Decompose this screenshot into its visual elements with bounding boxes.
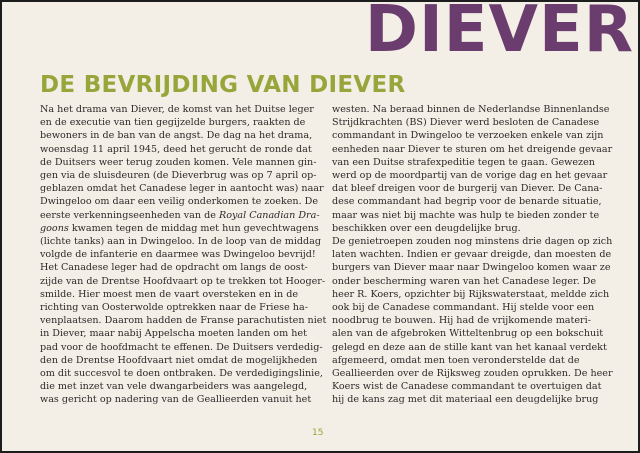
text-column-right: [332, 103, 613, 407]
text-line: gen via de sluisdeuren (de Dieverbrug was op 7 april op-: [40, 170, 317, 182]
text-line: pad voor de hoofdmacht te effenen. De Duitsers verdedig-: [40, 341, 323, 353]
text-line: alen van de afgebroken Witteltenbrug op een bokschuit: [332, 328, 604, 340]
text-line: die met inzet van vele dwangarbeiders was aangelegd,: [40, 381, 308, 393]
text-line: noodbrug te bouwen. Hij had de vrijkomende materi-: [332, 315, 591, 327]
text-line: dat bleef dreigen voor de burgerij van Diever. De Cana-: [332, 183, 603, 195]
text-line: burgers van Diever maar naar Dwingeloo komen waar ze: [332, 262, 611, 274]
text-line: Strijdkrachten (BS) Diever werd besloten de Canadese: [332, 117, 600, 129]
text-line: en de executie van tien gegijzelde burgers, raakten de: [40, 117, 306, 129]
text-line: maar was niet bij machte was hulp te bieden zonder te: [332, 209, 600, 221]
text-line: commandant in Dwingeloo te verzoeken enkele van zijn: [332, 130, 604, 142]
text-line: Na het drama van Diever, de komst van het Duitse leger: [40, 104, 314, 115]
text-line: Geallieerden over de Rijksweg zouden oprukken. De heer: [332, 368, 613, 380]
text-line: richting van Oosterwolde optrekken naar de Friese ha-: [40, 302, 308, 314]
text-line: beschikken over een deugdelijke brug.: [332, 222, 521, 234]
text-line: was gericht op nadering van de Geallieerden vanuit het: [40, 394, 312, 406]
text-line: westen. Na beraad binnen de Nederlandse Binnenlandse: [332, 104, 610, 115]
text-column-left: [40, 103, 327, 407]
text-line: Dwingeloo om daar een veilig onderkomen te zoeken. De: [40, 196, 319, 208]
text-line: werd op de moordpartij van de vorige dag en het gevaar: [332, 170, 608, 182]
text-line: woensdag 11 april 1945, deed het gerucht de ronde dat: [40, 143, 312, 155]
text-line: de Duitsers weer terug zouden komen. Vele mannen gin-: [40, 156, 317, 168]
text-line: De genietroepen zouden nog minstens drie dagen op zich: [332, 236, 613, 248]
text-line: geblazen omdat het Canadese leger in aantocht was) naar: [40, 183, 324, 195]
text-line: laten wachten. Indien er gevaar dreigde, dan moesten de: [332, 249, 612, 261]
text-line: Het Canadese leger had de opdracht om langs de oost-: [40, 262, 308, 274]
text-line: smilde. Hier moest men de vaart oversteken en in de: [40, 288, 299, 300]
text-line: volgde de infanterie en daarmee was Dwingeloo bevrijd!: [40, 249, 316, 261]
text-line: in Diever, maar nabij Appelscha moeten landen om het: [40, 328, 307, 340]
text-line: dese commandant had begrip voor de benarde situatie,: [332, 196, 602, 208]
text-line: eerste verkenningseenheden van de Royal Canadian Dra-: [40, 209, 320, 221]
text-line: van een Duitse strafexpeditie tegen te gaan. Gewezen: [332, 156, 595, 168]
text-line: eenheden naar Diever te sturen om het dreigende gevaar: [332, 143, 613, 155]
text-line: hij de kans zag met dit materiaal een deugdelijke brug: [332, 394, 599, 406]
page-number: 15: [312, 428, 324, 438]
text-line: bewoners in de ban van de angst. De dag na het drama,: [40, 130, 313, 142]
masthead-title: DIEVER: [364, 2, 634, 67]
text-line: heer R. Koers, opzichter bij Rijkswaterstaat, meldde zich: [332, 288, 610, 300]
text-line: afgemeerd, omdat men toen veronderstelde dat de: [332, 354, 580, 366]
text-line: goons kwamen tegen de middag met hun gevechtwagens: [40, 222, 319, 234]
text-line: ook bij de Canadese commandant. Hij stelde voor een: [332, 302, 595, 314]
magazine-page: [2, 2, 638, 451]
text-line: venplaatsen. Daarom hadden de Franse parachutisten niet: [40, 315, 327, 327]
text-line: om dit succesvol te doen ontbraken. De verdedigingslinie,: [40, 368, 323, 380]
text-line: gelegd en deze aan de stille kant van het kanaal verdekt: [332, 341, 607, 353]
text-line: den de Drentse Hoofdvaart niet omdat de mogelijkheden: [40, 354, 318, 366]
text-line: onder bescherming waren van het Canadese leger. De: [332, 275, 597, 287]
text-line: Koers wist de Canadese commandant te overtuigen dat: [332, 381, 602, 393]
text-line: zijde van de Drentse Hoofdvaart op te trekken tot Hooger-: [40, 275, 326, 287]
text-line: (lichte tanks) aan in Dwingeloo. In de loop van de middag: [40, 236, 322, 248]
article-title: DE BEVRIJDING VAN DIEVER: [40, 72, 406, 98]
